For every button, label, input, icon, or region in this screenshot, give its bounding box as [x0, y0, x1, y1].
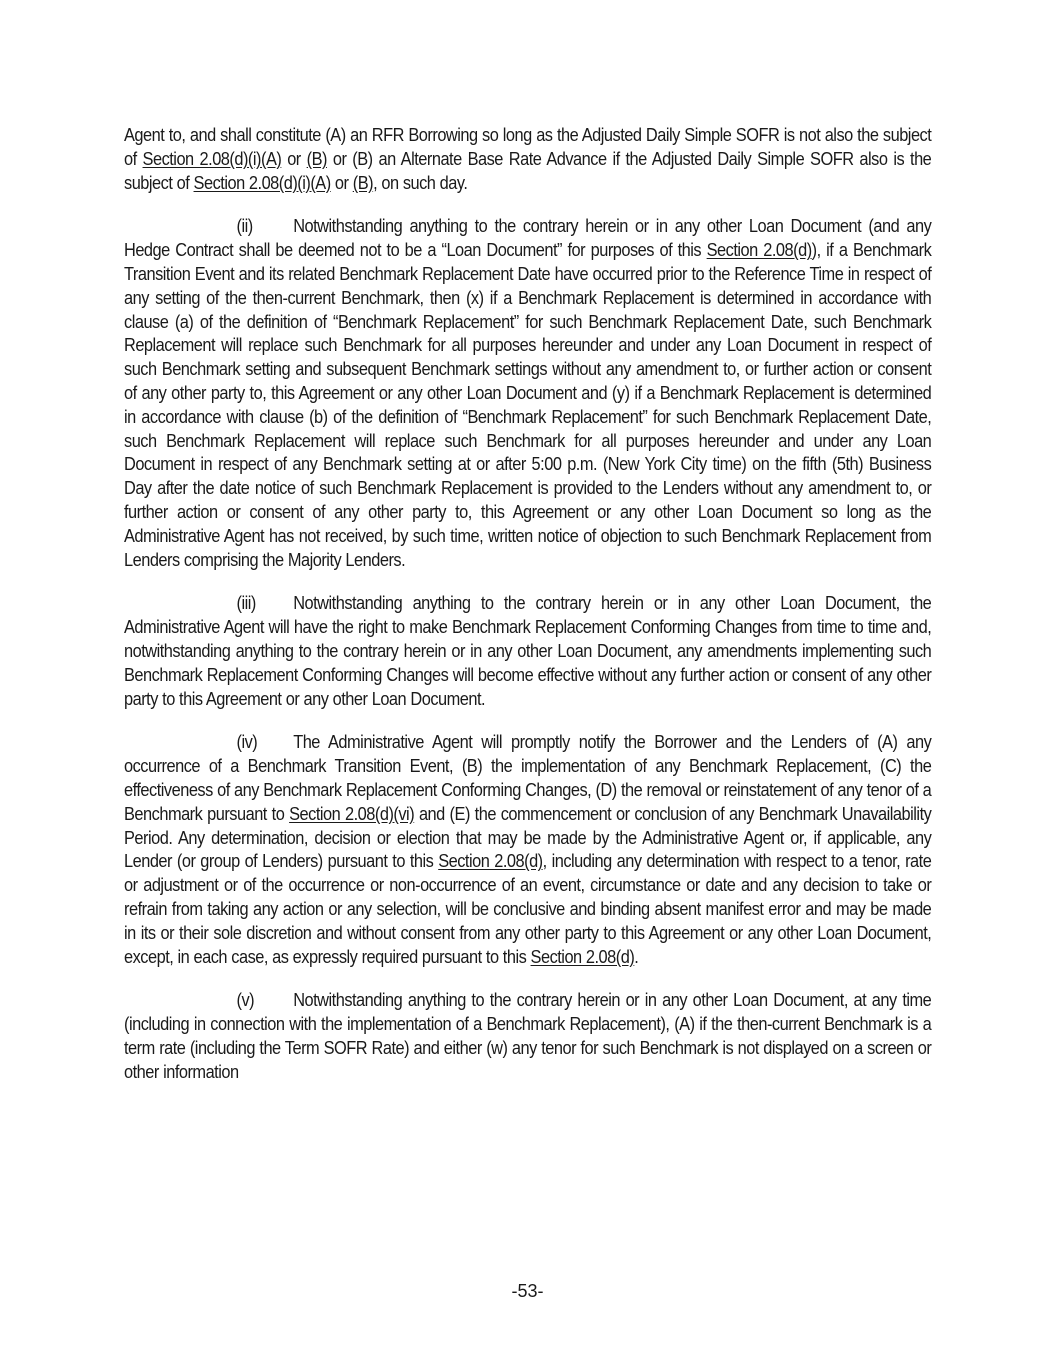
section-cross-reference: Section 2.08(d): [530, 946, 635, 967]
paragraph-clause-v: [124, 989, 931, 1084]
clause-number: (iv): [236, 732, 258, 753]
paragraph-continuation: [124, 124, 931, 195]
section-cross-reference: (B): [306, 148, 327, 169]
section-cross-reference: Section 2.08(d)(vi): [289, 803, 415, 824]
section-cross-reference: Section 2.08(d): [706, 240, 812, 261]
paragraph-text: or: [330, 172, 353, 193]
paragraph-clause-iv: [124, 731, 931, 969]
paragraph-text: The Administrative Agent will promptly notify the Borrower and the Lenders of (A) any occurrence of a Benchmark Transition Event, (B) the implementation of any Benchmark Replacement, (C) the effectiveness of any Benchmark Replacement Conforming Changes, (D) the removal or reinstatement of any tenor of a Benchmark pursuant to: [124, 732, 932, 824]
section-cross-reference: Section 2.08(d)(i)(A): [193, 172, 331, 193]
paragraph-text: or: [281, 148, 307, 169]
clause-number: (ii): [236, 216, 253, 237]
paragraph-text: , on such day.: [373, 172, 468, 193]
clause-number: (iii): [236, 593, 256, 614]
paragraph-text: Agent to, and shall constitute (A) an RFR Borrowing so long as the Adjusted Daily Simple SOFR is not also the subject of: [124, 125, 932, 169]
paragraph-text: , including any determination with respect to a tenor, rate or adjustment or of the occurrence or non-occurrence of an event, circumstance or date and any decision to take or refrain from taking any action or any selection, will be conclusive and binding absent manifest error and may be made in its or their sole discretion and without consent from any other party to this Agreement or any other Loan Document, except, in each case, as expressly required pursuant to this: [124, 851, 932, 967]
paragraph-clause-ii: [124, 215, 931, 572]
document-page: [124, 124, 931, 1104]
paragraph-text: Notwithstanding anything to the contrary herein or in any other Loan Document (and any Hedge Contract shall be deemed not to be a “Loan Document” for purposes of this: [124, 216, 932, 261]
paragraph-clause-iii: [124, 592, 931, 711]
paragraph-text: Notwithstanding anything to the contrary herein or in any other Loan Document, at any time (including in connection with the implementation of a Benchmark Replacement), (A) if the then-current Benchmark is a term rate (including the Term SOFR Rate) and either (w) any tenor for such Benchmark is not displayed on a screen or other information: [124, 990, 932, 1082]
paragraph-text: .: [634, 946, 639, 967]
paragraph-text: or (B) an Alternate Base Rate Advance if the Adjusted Daily Simple SOFR also is the subject of: [124, 148, 932, 193]
page-number: -53-: [511, 1281, 544, 1301]
section-cross-reference: (B): [352, 172, 374, 193]
section-cross-reference: Section 2.08(d)(i)(A): [142, 148, 282, 169]
paragraph-text: and (E) the commencement or conclusion of any Benchmark Unavailability Period. Any determination, decision or election that may be made by the Administrative Agent or, if applicable, any Lender (or group of Lenders) pursuant to this: [124, 803, 932, 872]
clause-number: (v): [236, 990, 255, 1011]
section-cross-reference: Section 2.08(d): [438, 851, 543, 872]
paragraph-text: Notwithstanding anything to the contrary herein or in any other Loan Document, the Administrative Agent will have the right to make Benchmark Replacement Conforming Changes from time to time and, notwithstanding anything to the contrary herein or in any other Loan Document, any amendments implementing such Benchmark Replacement Conforming Changes will become effective without any further action or consent of any other party to this Agreement or any other Loan Document.: [124, 593, 932, 709]
paragraph-text: ), if a Benchmark Transition Event and its related Benchmark Replacement Date have occurred prior to the Reference Time in respect of any setting of the then-current Benchmark, then (x) if a Benchmark Replacement is determined in accordance with clause (a) of the definition of “Benchmark Replacement” for such Benchmark Replacement Date, such Benchmark Replacement will replace such Benchmark for all purposes hereunder and under any Loan Document in respect of such Benchmark setting and subsequent Benchmark settings without any amendment to, or further action or consent of any other party to, this Agreement or any other Loan Document and (y) if a Benchmark Replacement is determined in accordance with clause (b) of the definition of “Benchmark Replacement” for such Benchmark Replacement Date, such Benchmark Replacement will replace such Benchmark for all purposes hereunder and under any Loan Document in respect of any Benchmark setting at or after 5:00 p.m. (New York City time) on the fifth (5th) Business Day after the date notice of such Benchmark Replacement is provided to the Lenders without any amendment to, or further action or consent of any other party to, this Agreement or any other Loan Document so long as the Administrative Agent has not received, by such time, written notice of objection to such Benchmark Replacement from Lenders comprising the Majority Lenders.: [124, 240, 932, 570]
